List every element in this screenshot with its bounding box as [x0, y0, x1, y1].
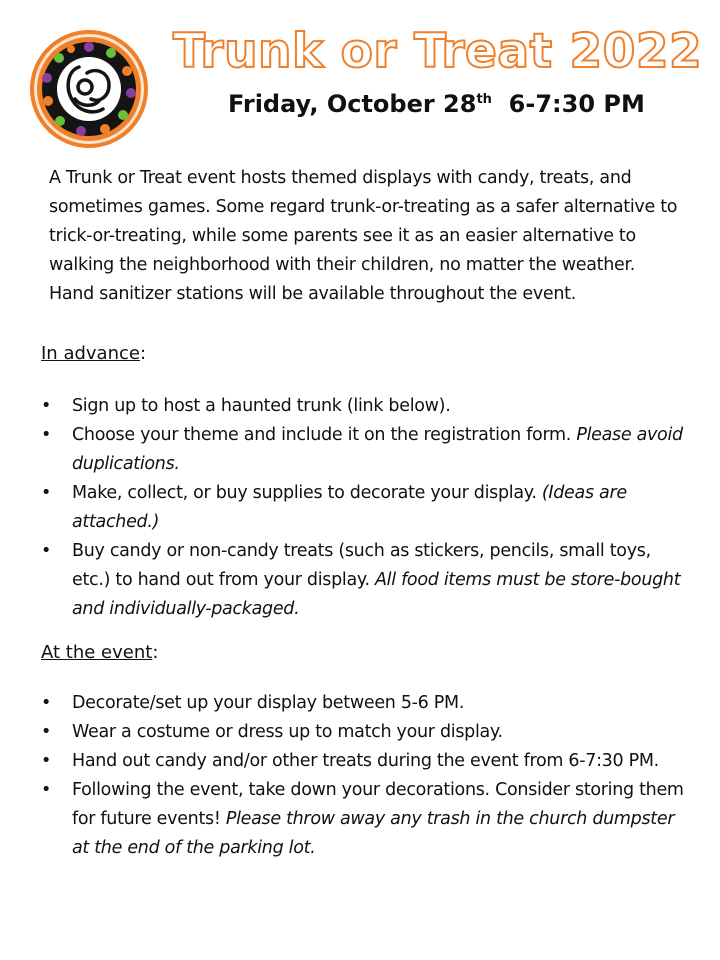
- list-item: • Decorate/set up your display between 5-6 PM.: [41, 689, 691, 718]
- in-advance-list: [41, 392, 691, 624]
- at-the-event-heading: At the event:: [41, 642, 159, 663]
- event-logo: [27, 27, 151, 151]
- list-item: • Make, collect, or buy supplies to decorate your display. (Ideas are attached.): [41, 479, 691, 537]
- event-time: 6-7:30 PM: [508, 90, 645, 118]
- list-item: • Following the event, take down your decorations. Consider storing them for future events! Please throw away any trash in the church dumpster at the end of the parking lot.: [41, 776, 691, 863]
- list-item: • Sign up to host a haunted trunk (link below).: [41, 392, 691, 421]
- list-item: • Wear a costume or dress up to match your display.: [41, 718, 691, 747]
- event-title: Trunk or Treat 2022: [173, 24, 703, 79]
- intro-paragraph: A Trunk or Treat event hosts themed displays with candy, treats, and sometimes games. Some regard trunk-or-treating as a safer alternative to trick-or-treating, while some parents see it as an easier alternative to walking the neighborhood with their children, no matter the weather. Hand sanitizer stations will be available throughout the event.: [49, 168, 678, 304]
- at-the-event-list: [41, 689, 691, 863]
- list-item: • Buy candy or non-candy treats (such as stickers, pencils, small toys, etc.) to hand out from your display. All food items must be store-bought and individually-packaged.: [41, 537, 691, 624]
- list-item: • Choose your theme and include it on the registration form. Please avoid duplications.: [41, 421, 691, 479]
- list-item: • Hand out candy and/or other treats during the event from 6-7:30 PM.: [41, 747, 691, 776]
- event-date-time: [228, 90, 645, 118]
- in-advance-heading: In advance:: [41, 343, 147, 364]
- event-date: Friday, October 28: [228, 90, 477, 118]
- date-suffix: th: [476, 92, 492, 107]
